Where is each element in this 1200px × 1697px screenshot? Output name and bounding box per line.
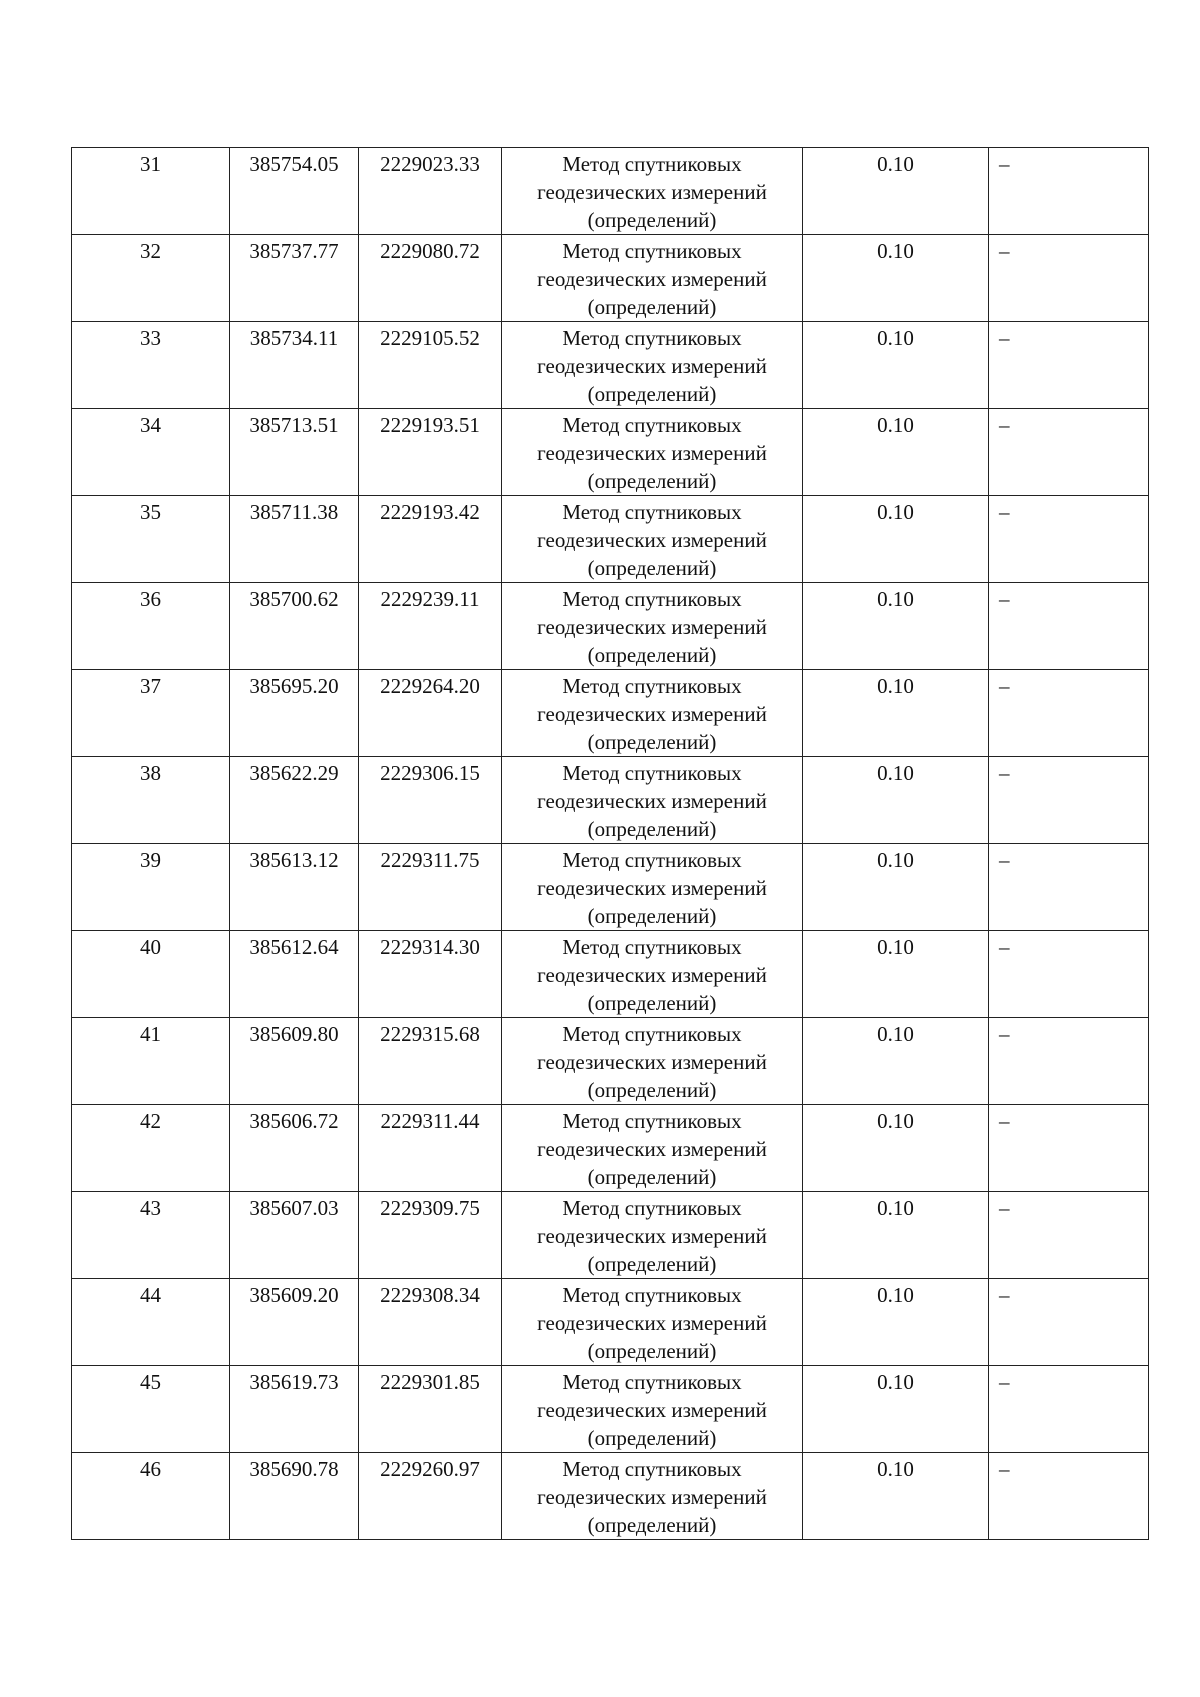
- method-line: геодезических измерений: [537, 876, 767, 900]
- method-line: геодезических измерений: [537, 1050, 767, 1074]
- point-number-cell: 34: [72, 409, 230, 496]
- method-line: Метод спутниковых: [562, 239, 742, 263]
- method-line: геодезических измерений: [537, 1311, 767, 1335]
- method-line: (определений): [587, 1426, 717, 1450]
- point-number-cell: 42: [72, 1105, 230, 1192]
- method-cell: [502, 148, 803, 235]
- method-cell: [502, 844, 803, 931]
- x-coordinate-cell: 385690.78: [230, 1453, 359, 1540]
- method-line: Метод спутниковых: [562, 761, 742, 785]
- method-line: Метод спутниковых: [562, 1283, 742, 1307]
- x-coordinate-cell: 385695.20: [230, 670, 359, 757]
- method-cell: [502, 409, 803, 496]
- method-line: (определений): [587, 469, 717, 493]
- x-coordinate-cell: 385754.05: [230, 148, 359, 235]
- note-cell: –: [989, 670, 1149, 757]
- table-row: [72, 235, 1149, 322]
- method-line: геодезических измерений: [537, 441, 767, 465]
- point-number-cell: 44: [72, 1279, 230, 1366]
- method-line: Метод спутниковых: [562, 1109, 742, 1133]
- point-number-cell: 33: [72, 322, 230, 409]
- note-cell: –: [989, 1018, 1149, 1105]
- table-row: [72, 583, 1149, 670]
- note-cell: –: [989, 844, 1149, 931]
- method-line: Метод спутниковых: [562, 500, 742, 524]
- accuracy-cell: 0.10: [803, 757, 989, 844]
- point-number-cell: 43: [72, 1192, 230, 1279]
- y-coordinate-cell: 2229308.34: [359, 1279, 502, 1366]
- x-coordinate-cell: 385622.29: [230, 757, 359, 844]
- method-cell: [502, 322, 803, 409]
- method-line: Метод спутниковых: [562, 1022, 742, 1046]
- method-line: геодезических измерений: [537, 1485, 767, 1509]
- table-row: [72, 1453, 1149, 1540]
- y-coordinate-cell: 2229193.51: [359, 409, 502, 496]
- x-coordinate-cell: 385711.38: [230, 496, 359, 583]
- note-cell: –: [989, 1279, 1149, 1366]
- note-cell: –: [989, 322, 1149, 409]
- method-line: (определений): [587, 382, 717, 406]
- method-cell: [502, 1453, 803, 1540]
- table-row: [72, 670, 1149, 757]
- method-cell: [502, 235, 803, 322]
- point-number-cell: 32: [72, 235, 230, 322]
- x-coordinate-cell: 385713.51: [230, 409, 359, 496]
- method-line: (определений): [587, 295, 717, 319]
- y-coordinate-cell: 2229080.72: [359, 235, 502, 322]
- x-coordinate-cell: 385606.72: [230, 1105, 359, 1192]
- note-cell: –: [989, 235, 1149, 322]
- x-coordinate-cell: 385619.73: [230, 1366, 359, 1453]
- coordinates-table-body: [72, 148, 1149, 1540]
- method-line: геодезических измерений: [537, 267, 767, 291]
- table-row: [72, 1279, 1149, 1366]
- note-cell: –: [989, 1105, 1149, 1192]
- point-number-cell: 31: [72, 148, 230, 235]
- note-cell: –: [989, 931, 1149, 1018]
- table-row: [72, 757, 1149, 844]
- point-number-cell: 38: [72, 757, 230, 844]
- table-row: [72, 844, 1149, 931]
- method-line: (определений): [587, 208, 717, 232]
- accuracy-cell: 0.10: [803, 1366, 989, 1453]
- method-line: Метод спутниковых: [562, 1457, 742, 1481]
- y-coordinate-cell: 2229301.85: [359, 1366, 502, 1453]
- y-coordinate-cell: 2229193.42: [359, 496, 502, 583]
- point-number-cell: 39: [72, 844, 230, 931]
- accuracy-cell: 0.10: [803, 1279, 989, 1366]
- method-line: (определений): [587, 817, 717, 841]
- method-line: (определений): [587, 904, 717, 928]
- table-row: [72, 496, 1149, 583]
- note-cell: –: [989, 757, 1149, 844]
- table-row: [72, 148, 1149, 235]
- point-number-cell: 40: [72, 931, 230, 1018]
- x-coordinate-cell: 385609.80: [230, 1018, 359, 1105]
- note-cell: –: [989, 409, 1149, 496]
- y-coordinate-cell: 2229311.44: [359, 1105, 502, 1192]
- accuracy-cell: 0.10: [803, 844, 989, 931]
- method-line: геодезических измерений: [537, 354, 767, 378]
- coordinates-table: [71, 147, 1149, 1540]
- accuracy-cell: 0.10: [803, 1105, 989, 1192]
- y-coordinate-cell: 2229309.75: [359, 1192, 502, 1279]
- note-cell: –: [989, 496, 1149, 583]
- y-coordinate-cell: 2229023.33: [359, 148, 502, 235]
- method-line: Метод спутниковых: [562, 587, 742, 611]
- point-number-cell: 46: [72, 1453, 230, 1540]
- method-line: Метод спутниковых: [562, 848, 742, 872]
- table-row: [72, 1192, 1149, 1279]
- method-cell: [502, 496, 803, 583]
- point-number-cell: 37: [72, 670, 230, 757]
- y-coordinate-cell: 2229239.11: [359, 583, 502, 670]
- method-line: геодезических измерений: [537, 528, 767, 552]
- method-line: геодезических измерений: [537, 789, 767, 813]
- method-line: Метод спутниковых: [562, 413, 742, 437]
- method-line: (определений): [587, 1339, 717, 1363]
- accuracy-cell: 0.10: [803, 409, 989, 496]
- table-row: [72, 931, 1149, 1018]
- method-line: (определений): [587, 991, 717, 1015]
- table-row: [72, 322, 1149, 409]
- method-line: Метод спутниковых: [562, 674, 742, 698]
- method-line: Метод спутниковых: [562, 1370, 742, 1394]
- method-line: геодезических измерений: [537, 1224, 767, 1248]
- method-line: (определений): [587, 1078, 717, 1102]
- accuracy-cell: 0.10: [803, 931, 989, 1018]
- table-row: [72, 1366, 1149, 1453]
- y-coordinate-cell: 2229306.15: [359, 757, 502, 844]
- method-cell: [502, 1192, 803, 1279]
- method-cell: [502, 1366, 803, 1453]
- method-cell: [502, 1105, 803, 1192]
- accuracy-cell: 0.10: [803, 1192, 989, 1279]
- note-cell: –: [989, 583, 1149, 670]
- method-line: геодезических измерений: [537, 615, 767, 639]
- x-coordinate-cell: 385609.20: [230, 1279, 359, 1366]
- accuracy-cell: 0.10: [803, 583, 989, 670]
- method-line: (определений): [587, 1165, 717, 1189]
- method-line: (определений): [587, 556, 717, 580]
- note-cell: –: [989, 1366, 1149, 1453]
- y-coordinate-cell: 2229315.68: [359, 1018, 502, 1105]
- accuracy-cell: 0.10: [803, 1018, 989, 1105]
- method-cell: [502, 583, 803, 670]
- x-coordinate-cell: 385737.77: [230, 235, 359, 322]
- method-cell: [502, 931, 803, 1018]
- accuracy-cell: 0.10: [803, 670, 989, 757]
- y-coordinate-cell: 2229314.30: [359, 931, 502, 1018]
- accuracy-cell: 0.10: [803, 322, 989, 409]
- method-cell: [502, 1018, 803, 1105]
- method-line: геодезических измерений: [537, 1398, 767, 1422]
- method-line: геодезических измерений: [537, 963, 767, 987]
- note-cell: –: [989, 148, 1149, 235]
- method-line: (определений): [587, 730, 717, 754]
- x-coordinate-cell: 385607.03: [230, 1192, 359, 1279]
- y-coordinate-cell: 2229105.52: [359, 322, 502, 409]
- point-number-cell: 35: [72, 496, 230, 583]
- method-line: геодезических измерений: [537, 702, 767, 726]
- y-coordinate-cell: 2229311.75: [359, 844, 502, 931]
- note-cell: –: [989, 1192, 1149, 1279]
- method-line: Метод спутниковых: [562, 935, 742, 959]
- table-row: [72, 1105, 1149, 1192]
- x-coordinate-cell: 385612.64: [230, 931, 359, 1018]
- x-coordinate-cell: 385613.12: [230, 844, 359, 931]
- accuracy-cell: 0.10: [803, 148, 989, 235]
- method-line: (определений): [587, 1513, 717, 1537]
- point-number-cell: 45: [72, 1366, 230, 1453]
- note-cell: –: [989, 1453, 1149, 1540]
- accuracy-cell: 0.10: [803, 1453, 989, 1540]
- point-number-cell: 41: [72, 1018, 230, 1105]
- table-row: [72, 1018, 1149, 1105]
- method-line: (определений): [587, 643, 717, 667]
- table-row: [72, 409, 1149, 496]
- y-coordinate-cell: 2229264.20: [359, 670, 502, 757]
- method-cell: [502, 670, 803, 757]
- point-number-cell: 36: [72, 583, 230, 670]
- method-cell: [502, 1279, 803, 1366]
- method-line: геодезических измерений: [537, 1137, 767, 1161]
- x-coordinate-cell: 385700.62: [230, 583, 359, 670]
- method-line: (определений): [587, 1252, 717, 1276]
- accuracy-cell: 0.10: [803, 496, 989, 583]
- x-coordinate-cell: 385734.11: [230, 322, 359, 409]
- method-line: Метод спутниковых: [562, 326, 742, 350]
- method-line: геодезических измерений: [537, 180, 767, 204]
- y-coordinate-cell: 2229260.97: [359, 1453, 502, 1540]
- method-line: Метод спутниковых: [562, 152, 742, 176]
- accuracy-cell: 0.10: [803, 235, 989, 322]
- method-line: Метод спутниковых: [562, 1196, 742, 1220]
- method-cell: [502, 757, 803, 844]
